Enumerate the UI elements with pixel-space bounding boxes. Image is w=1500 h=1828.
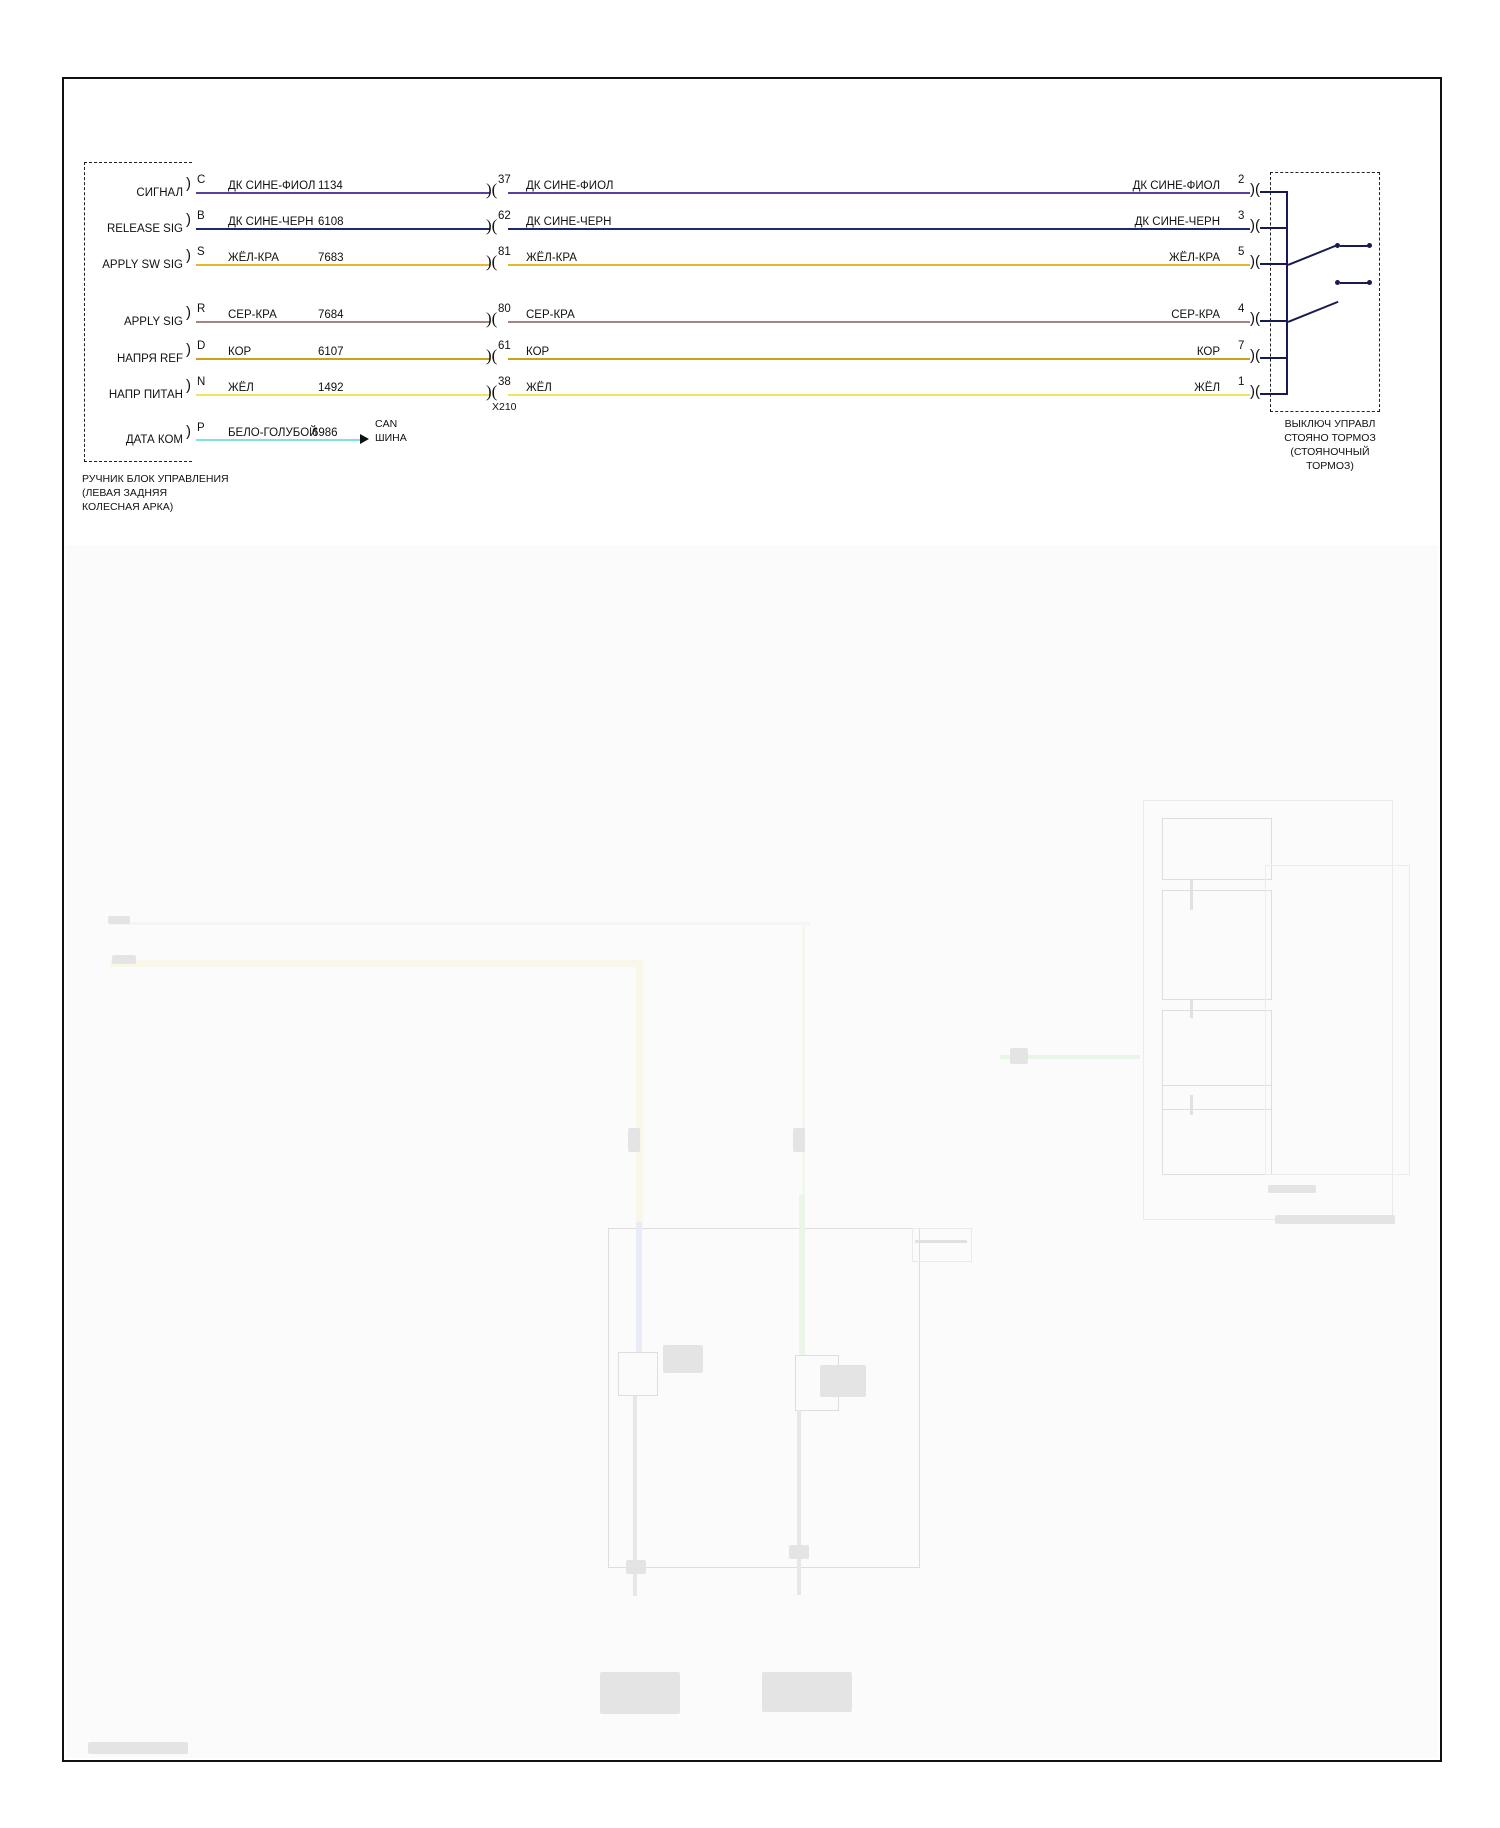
- row-function-1: СИГНАЛ: [136, 187, 183, 199]
- wire-segment-7: [196, 439, 360, 441]
- wire-segment-6-left: [196, 394, 490, 396]
- row-right-pin-4: 4: [1238, 303, 1245, 315]
- row-circuit-6: 1492: [318, 382, 344, 394]
- row-wire-left-1: ДК СИНЕ-ФИОЛ: [228, 180, 316, 192]
- right-connector-name-line-1: ВЫКЛЮЧ УПРАВЛ: [1284, 418, 1376, 430]
- left-connector-body: [84, 162, 192, 462]
- row-right-pin-6: 1: [1238, 376, 1245, 388]
- row-left-pin-7: P: [197, 422, 205, 434]
- row-left-pin-5: D: [197, 340, 206, 352]
- inline-connector-1: )(: [486, 180, 498, 199]
- wire-segment-5-left: [196, 358, 490, 360]
- row-wire-left-3: ЖЁЛ-КРА: [228, 252, 279, 264]
- row-mid-pin-6: 38: [498, 376, 511, 388]
- wire-segment-2-left: [196, 228, 490, 230]
- harness-connector-id: X210: [492, 401, 517, 413]
- inline-connector-5: )(: [486, 346, 498, 365]
- left-pin-bracket-7: ): [186, 423, 191, 440]
- can-bus-label-line-1: CAN: [375, 418, 398, 430]
- inline-connector-3: )(: [486, 252, 498, 271]
- left-connector-name-line-3: КОЛЕСНАЯ АРКА): [82, 501, 174, 513]
- row-left-pin-3: S: [197, 246, 205, 258]
- left-pin-bracket-2: ): [186, 211, 191, 228]
- left-pin-bracket-3: ): [186, 247, 191, 264]
- switch-contact-rail-top: [1340, 245, 1370, 247]
- right-pin-bracket-5: )(: [1250, 347, 1260, 364]
- switch-contact-rail-bottom: [1340, 282, 1370, 284]
- row-wire-left-2: ДК СИНЕ-ЧЕРН: [228, 216, 314, 228]
- row-wire-right-4: СЕР-КРА: [1171, 309, 1220, 321]
- row-mid-pin-5: 61: [498, 340, 511, 352]
- right-pin-bracket-1: )(: [1250, 181, 1260, 198]
- switch-link-pin7: [1260, 357, 1288, 359]
- row-wire-right-6: ЖЁЛ: [1194, 382, 1220, 394]
- switch-link-pin2: [1260, 191, 1288, 193]
- row-circuit-7: 6986: [312, 427, 338, 439]
- row-left-pin-1: C: [197, 174, 206, 186]
- switch-link-pin5: [1260, 263, 1288, 265]
- left-connector-name-line-1: РУЧНИК БЛОК УПРАВЛЕНИЯ: [82, 473, 229, 485]
- row-mid-pin-2: 62: [498, 210, 511, 222]
- row-circuit-3: 7683: [318, 252, 344, 264]
- row-circuit-2: 6108: [318, 216, 344, 228]
- row-wire-right-2: ДК СИНЕ-ЧЕРН: [1134, 216, 1220, 228]
- right-pin-bracket-3: )(: [1250, 253, 1260, 270]
- row-wire-mid-6: ЖЁЛ: [526, 382, 552, 394]
- row-left-pin-2: B: [197, 210, 205, 222]
- row-wire-mid-2: ДК СИНЕ-ЧЕРН: [526, 216, 612, 228]
- row-wire-left-4: СЕР-КРА: [228, 309, 277, 321]
- row-circuit-5: 6107: [318, 346, 344, 358]
- row-function-5: НАПРЯ REF: [116, 353, 183, 365]
- row-mid-pin-4: 80: [498, 303, 511, 315]
- can-bus-label-line-2: ШИНА: [375, 432, 407, 444]
- row-right-pin-1: 2: [1238, 174, 1245, 186]
- row-left-pin-4: R: [197, 303, 206, 315]
- right-connector-name-line-3: (СТОЯНОЧНЫЙ: [1290, 446, 1370, 458]
- row-right-pin-5: 7: [1238, 340, 1245, 352]
- row-function-6: НАПР ПИТАН: [108, 389, 183, 401]
- right-connector-name-line-4: ТОРМОЗ): [1306, 460, 1354, 472]
- switch-link-pin4: [1260, 320, 1288, 322]
- switch-internal-bus-left: [1286, 192, 1288, 394]
- wire-segment-3-left: [196, 264, 490, 266]
- right-pin-bracket-4: )(: [1250, 310, 1260, 327]
- switch-link-pin3: [1260, 227, 1288, 229]
- left-pin-bracket-1: ): [186, 175, 191, 192]
- left-connector-name-line-2: (ЛЕВАЯ ЗАДНЯЯ: [82, 487, 168, 499]
- row-wire-mid-4: СЕР-КРА: [526, 309, 575, 321]
- row-left-pin-6: N: [197, 376, 206, 388]
- wire-segment-4-left: [196, 321, 490, 323]
- row-function-7: ДАТА КОМ: [125, 434, 183, 446]
- row-right-pin-2: 3: [1238, 210, 1245, 222]
- row-mid-pin-3: 81: [498, 246, 511, 258]
- wire-segment-1-left: [196, 192, 490, 194]
- row-function-2: RELEASE SIG: [106, 223, 183, 235]
- row-circuit-4: 7684: [318, 309, 344, 321]
- left-pin-bracket-6: ): [186, 377, 191, 394]
- can-arrow-icon: [360, 434, 369, 444]
- row-wire-right-3: ЖЁЛ-КРА: [1169, 252, 1220, 264]
- inline-connector-4: )(: [486, 309, 498, 328]
- row-wire-right-1: ДК СИНЕ-ФИОЛ: [1132, 180, 1220, 192]
- row-function-3: APPLY SW SIG: [102, 259, 183, 271]
- right-pin-bracket-6: )(: [1250, 383, 1260, 400]
- switch-link-pin1: [1260, 393, 1288, 395]
- row-wire-right-5: КОР: [1196, 346, 1220, 358]
- inline-connector-2: )(: [486, 216, 498, 235]
- right-pin-bracket-2: )(: [1250, 217, 1260, 234]
- row-wire-mid-5: КОР: [526, 346, 550, 358]
- row-wire-mid-1: ДК СИНЕ-ФИОЛ: [526, 180, 614, 192]
- row-wire-left-6: ЖЁЛ: [228, 382, 254, 394]
- row-wire-mid-3: ЖЁЛ-КРА: [526, 252, 577, 264]
- row-circuit-1: 1134: [318, 180, 343, 192]
- row-function-4: APPLY SIG: [123, 316, 183, 328]
- row-mid-pin-1: 37: [498, 174, 511, 186]
- right-connector-name-line-2: СТОЯНО ТОРМОЗ: [1284, 432, 1376, 444]
- row-right-pin-3: 5: [1238, 246, 1245, 258]
- inline-connector-6: )(: [486, 382, 498, 401]
- row-wire-left-5: КОР: [228, 346, 252, 358]
- left-pin-bracket-4: ): [186, 304, 191, 321]
- left-pin-bracket-5: ): [186, 341, 191, 358]
- row-wire-left-7: БЕЛО-ГОЛУБОЙ: [228, 427, 318, 439]
